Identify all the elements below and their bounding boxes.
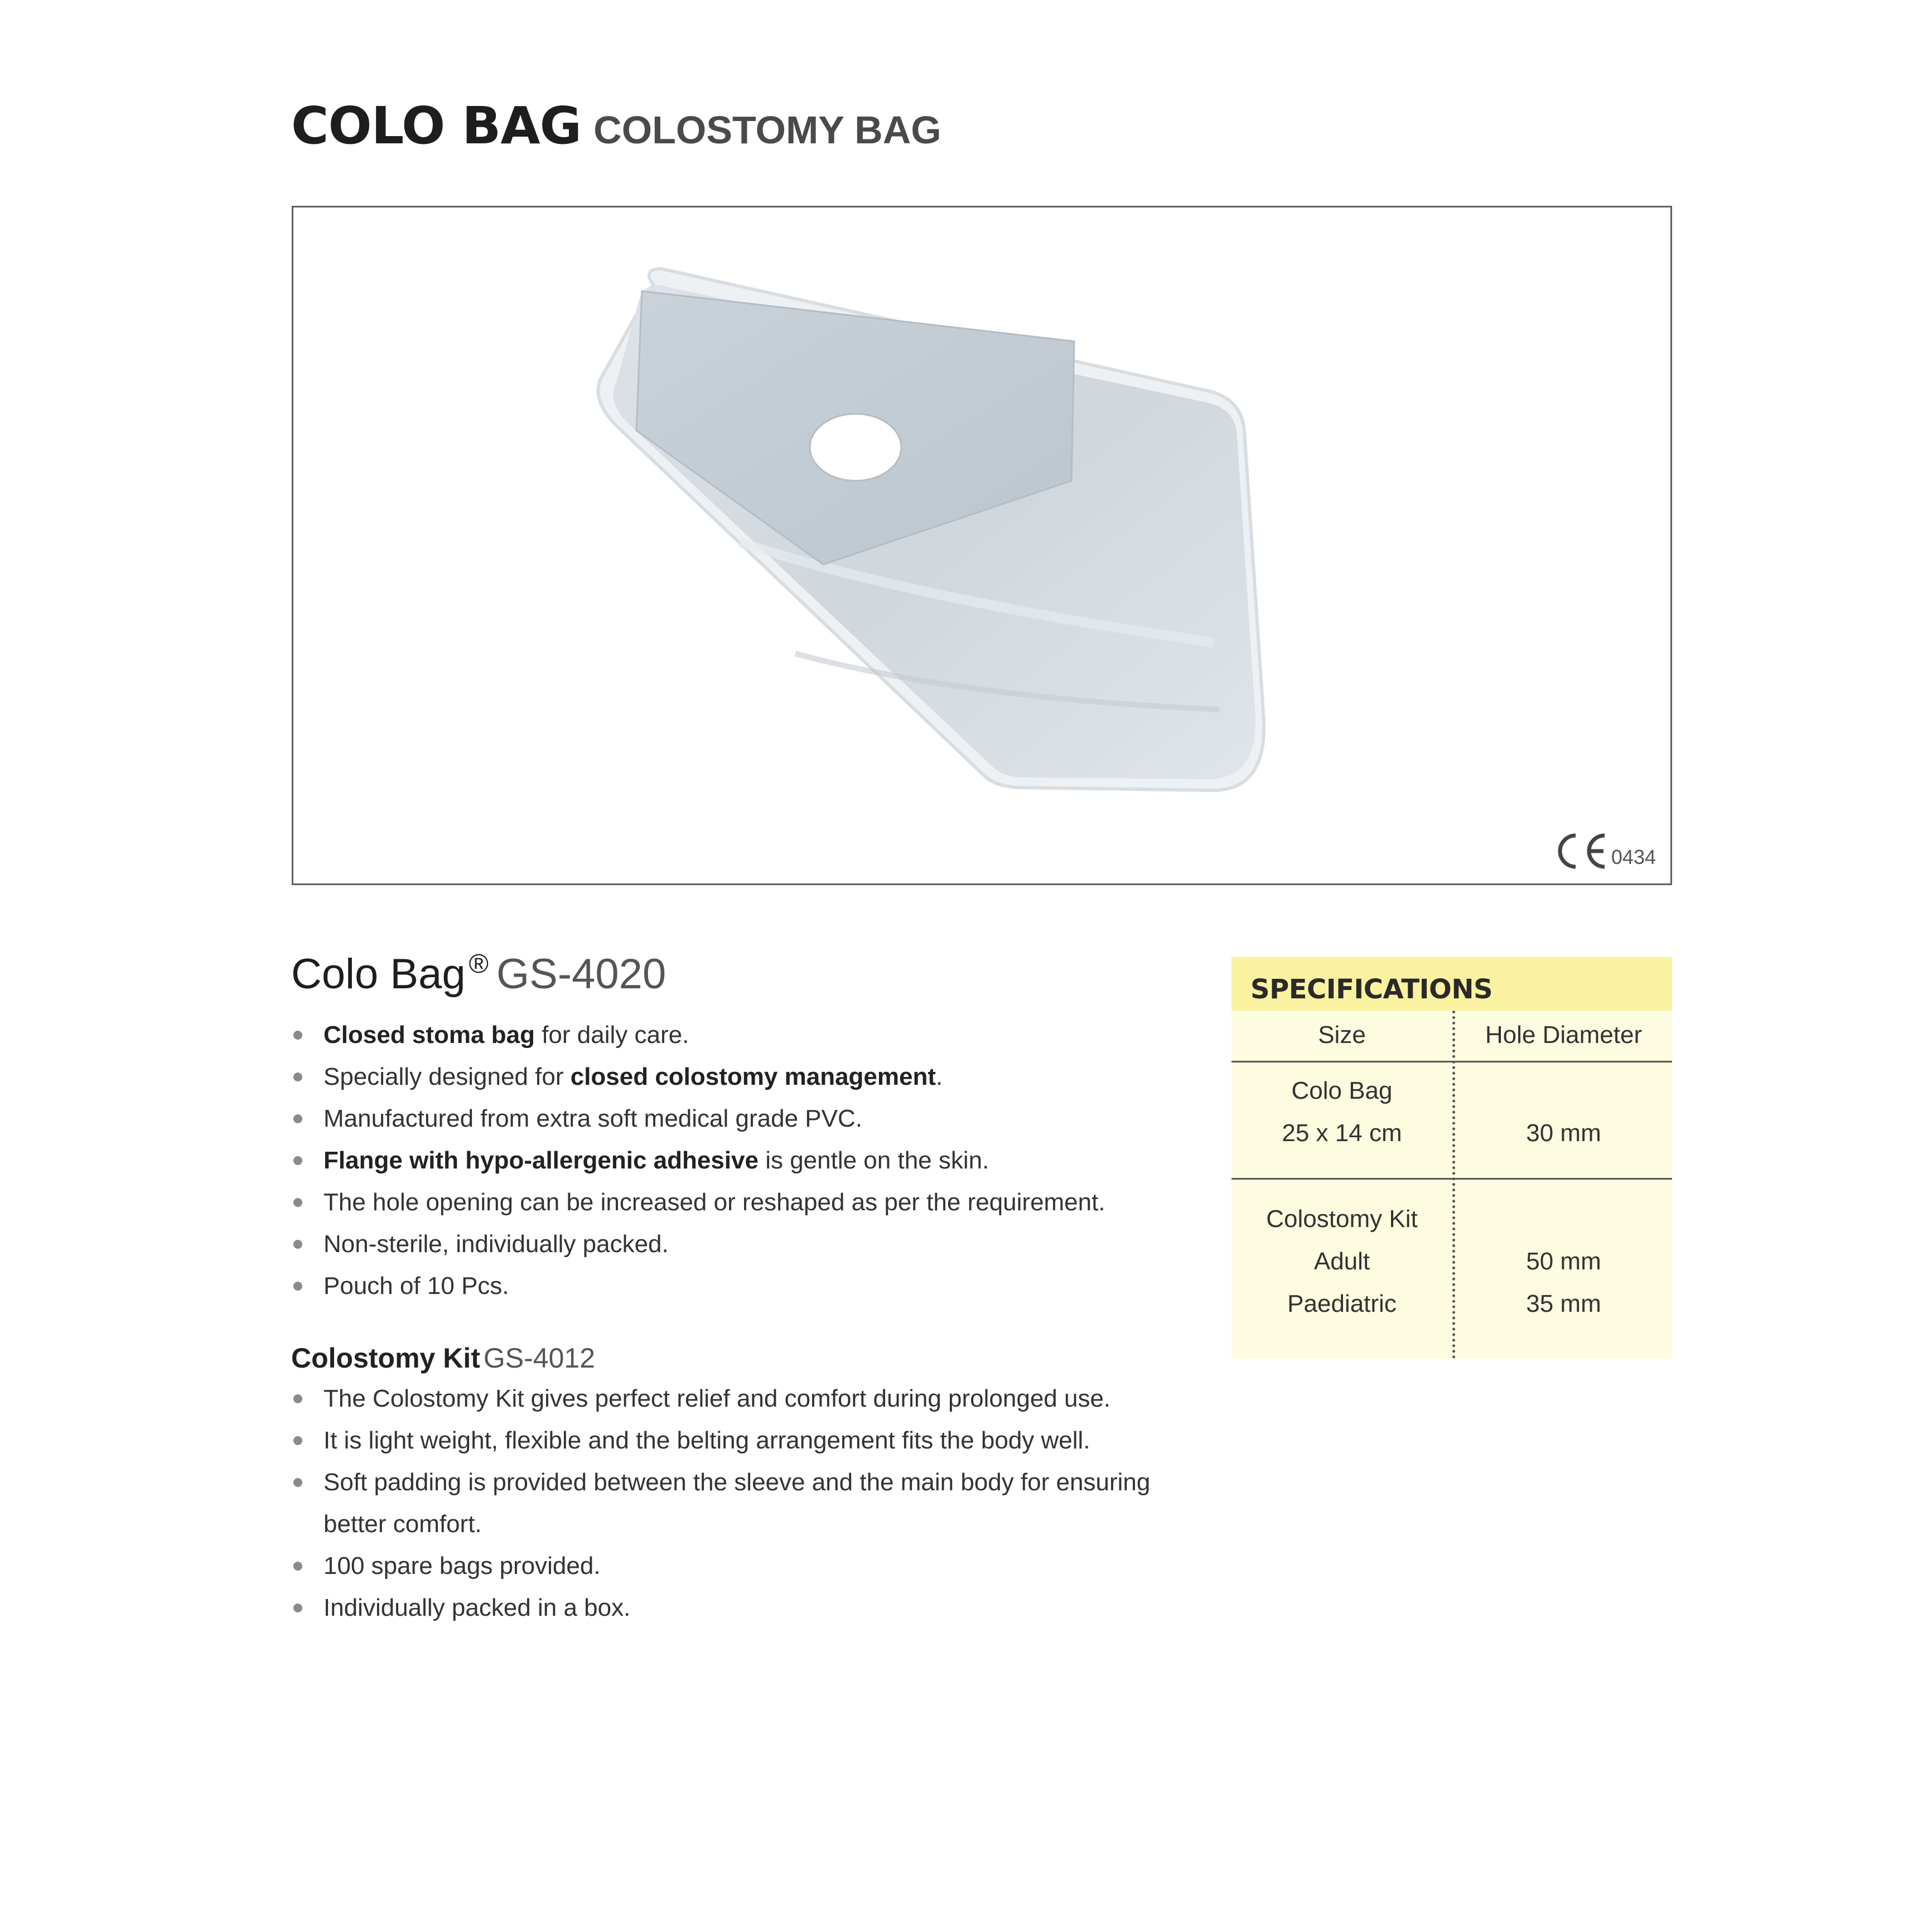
header-divider bbox=[1231, 1061, 1672, 1062]
row2-size-line3: Paediatric bbox=[1287, 1290, 1397, 1317]
title-sub: COLOSTOMY BAG bbox=[593, 108, 941, 152]
list-item: It is light weight, flexible and the belting arrangement fits the body well. bbox=[291, 1419, 1206, 1461]
product2-name: Colostomy Kit bbox=[291, 1342, 480, 1374]
list-item: Soft padding is provided between the sleeve and the main body for ensuring better comfort. bbox=[291, 1461, 1206, 1545]
list-item: The Colostomy Kit gives perfect relief and comfort during prolonged use. bbox=[291, 1378, 1206, 1419]
page-title bbox=[291, 96, 941, 156]
product2-features bbox=[291, 1378, 1206, 1629]
product-photo-frame bbox=[292, 206, 1672, 885]
list-item: The hole opening can be increased or reshaped as per the requirement. bbox=[291, 1181, 1206, 1223]
row2-size-line1: Colostomy Kit bbox=[1266, 1205, 1418, 1233]
ce-number: 0434 bbox=[1611, 846, 1656, 868]
list-item: Individually packed in a box. bbox=[291, 1587, 1206, 1629]
list-item: 100 spare bags provided. bbox=[291, 1545, 1206, 1587]
ce-logo-icon bbox=[1551, 831, 1609, 871]
product2-code: GS-4012 bbox=[483, 1342, 596, 1374]
registered-mark: ® bbox=[468, 949, 489, 979]
product-description bbox=[291, 948, 1206, 1629]
specifications-body bbox=[1231, 1011, 1672, 1359]
list-item: Pouch of 10 Pcs. bbox=[291, 1265, 1206, 1307]
header-size: Size bbox=[1318, 1021, 1366, 1049]
header-hole-diameter: Hole Diameter bbox=[1485, 1021, 1643, 1049]
title-main: COLO BAG bbox=[291, 96, 582, 156]
product1-code: GS-4020 bbox=[496, 950, 666, 998]
specifications-table bbox=[1231, 957, 1672, 1359]
row1-size-line2: 25 x 14 cm bbox=[1282, 1119, 1402, 1147]
list-item: Flange with hypo-allergenic adhesive is gentle on the skin. bbox=[291, 1139, 1206, 1181]
list-item: Closed stoma bag for daily care. bbox=[291, 1014, 1206, 1056]
row-divider bbox=[1231, 1178, 1672, 1180]
product1-heading bbox=[291, 948, 1206, 999]
row1-size-line1: Colo Bag bbox=[1291, 1077, 1393, 1104]
row2-hole-adult: 50 mm bbox=[1526, 1248, 1601, 1275]
row2-size-line2: Adult bbox=[1313, 1248, 1370, 1275]
row2-hole-paediatric: 35 mm bbox=[1526, 1290, 1601, 1317]
product1-name: Colo Bag bbox=[291, 950, 466, 998]
row1-hole-value: 30 mm bbox=[1526, 1119, 1601, 1147]
colostomy-bag-illustration bbox=[293, 207, 1672, 885]
list-item: Specially designed for closed colostomy management. bbox=[291, 1056, 1206, 1098]
product1-features bbox=[291, 1014, 1206, 1307]
ce-certification-mark bbox=[1551, 831, 1656, 871]
list-item: Non-sterile, individually packed. bbox=[291, 1223, 1206, 1265]
product2-heading bbox=[291, 1340, 1206, 1376]
specifications-title: SPECIFICATIONS bbox=[1231, 957, 1672, 1011]
stoma-hole bbox=[810, 414, 901, 481]
list-item: Manufactured from extra soft medical grade PVC. bbox=[291, 1098, 1206, 1139]
